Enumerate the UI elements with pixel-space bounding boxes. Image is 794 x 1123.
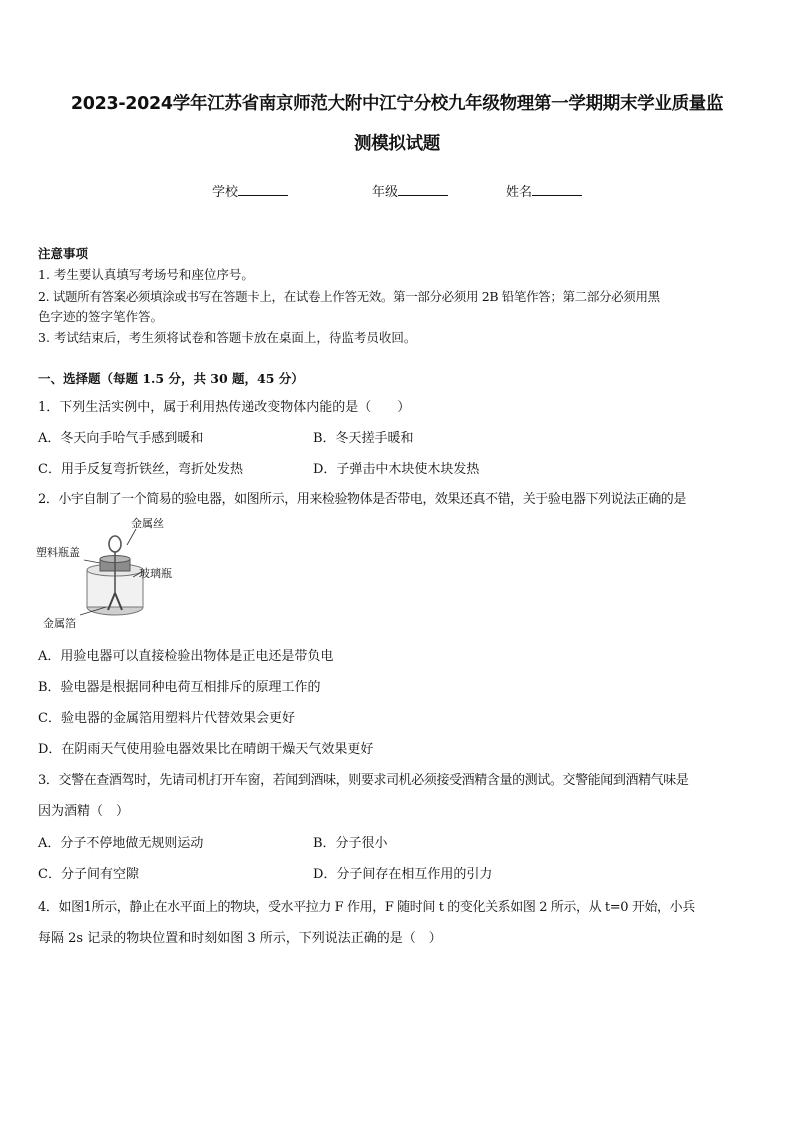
q3-option-c: C．分子间有空隙 bbox=[38, 867, 139, 882]
question-4-stem-line-1: 4．如图1所示，静止在水平面上的物块，受水平拉力 F 作用，F 随时间 t 的变化关系如图 2 所示，从 t=0 开始，小兵 bbox=[38, 900, 695, 915]
label-metal-wire: 金属丝 bbox=[131, 517, 164, 530]
section-heading: 一、选择题（每题 1.5 分，共 30 题，45 分） bbox=[38, 371, 304, 386]
name-field bbox=[506, 181, 582, 200]
grade-blank bbox=[398, 183, 448, 196]
q2-option-d: D．在阴雨天气使用验电器效果比在晴朗干燥天气效果更好 bbox=[38, 742, 374, 757]
school-label: 学校 bbox=[212, 185, 239, 200]
label-glass-bottle: 玻璃瓶 bbox=[139, 567, 172, 580]
q1-option-b: B．冬天搓手暖和 bbox=[313, 431, 414, 446]
question-3-stem-line-2: 因为酒精（ ） bbox=[38, 804, 130, 819]
q2-option-b: B．验电器是根据同种电荷互相排斥的原理工作的 bbox=[38, 680, 321, 695]
q3-option-b: B．分子很小 bbox=[313, 836, 388, 851]
question-2-stem: 2．小宇自制了一个简易的验电器，如图所示，用来检验物体是否带电，效果还真不错，关于验电器下列说法正确的是 bbox=[38, 492, 686, 507]
label-plastic-cap: 塑料瓶盖 bbox=[36, 546, 80, 559]
notice-heading: 注意事项 bbox=[38, 246, 89, 261]
q1-option-d: D．子弹击中木块使木块发热 bbox=[313, 462, 480, 477]
school-field bbox=[212, 181, 288, 200]
q3-option-d: D．分子间存在相互作用的引力 bbox=[313, 867, 493, 882]
q1-option-c: C．用手反复弯折铁丝，弯折处发热 bbox=[38, 462, 243, 477]
q1-option-a: A．冬天向手哈气手感到暖和 bbox=[38, 431, 204, 446]
title-line-1: 2023-2024学年江苏省南京师范大附中江宁分校九年级物理第一学期期末学业质量监 bbox=[70, 94, 724, 114]
notice-item: 1. 考生要认真填写考场号和座位序号。 bbox=[38, 267, 254, 282]
notice-item: 2. 试题所有答案必须填涂或书写在答题卡上，在试卷上作答无效。第一部分必须用 2B 铅笔作答；第二部分必须用黑 bbox=[38, 289, 660, 304]
q2-option-a: A．用验电器可以直接检验出物体是正电还是带负电 bbox=[38, 649, 334, 664]
q2-option-c: C．验电器的金属箔用塑料片代替效果会更好 bbox=[38, 711, 295, 726]
question-4-stem-line-2: 每隔 2s 记录的物块位置和时刻如图 3 所示，下列说法正确的是（ ） bbox=[38, 931, 442, 946]
name-label: 姓名 bbox=[506, 185, 533, 200]
title-line-2: 测模拟试题 bbox=[354, 134, 440, 154]
notice-item: 色字迹的签字笔作答。 bbox=[38, 309, 164, 324]
question-3-stem-line-1: 3．交警在查酒驾时，先请司机打开车窗，若闻到酒味，则要求司机必须接受酒精含量的测试。交警能闻到酒精气味是 bbox=[38, 773, 689, 788]
question-1-stem: 1．下列生活实例中，属于利用热传递改变物体内能的是（ ） bbox=[38, 400, 411, 415]
name-blank bbox=[532, 183, 582, 196]
label-metal-foil: 金属箔 bbox=[43, 617, 76, 630]
school-blank bbox=[238, 183, 288, 196]
notice-item: 3. 考试结束后，考生须将试卷和答题卡放在桌面上，待监考员收回。 bbox=[38, 330, 417, 345]
grade-field bbox=[372, 181, 448, 200]
exam-title bbox=[30, 84, 764, 164]
grade-label: 年级 bbox=[372, 185, 399, 200]
electroscope-figure bbox=[36, 515, 186, 640]
q3-option-a: A．分子不停地做无规则运动 bbox=[38, 836, 204, 851]
